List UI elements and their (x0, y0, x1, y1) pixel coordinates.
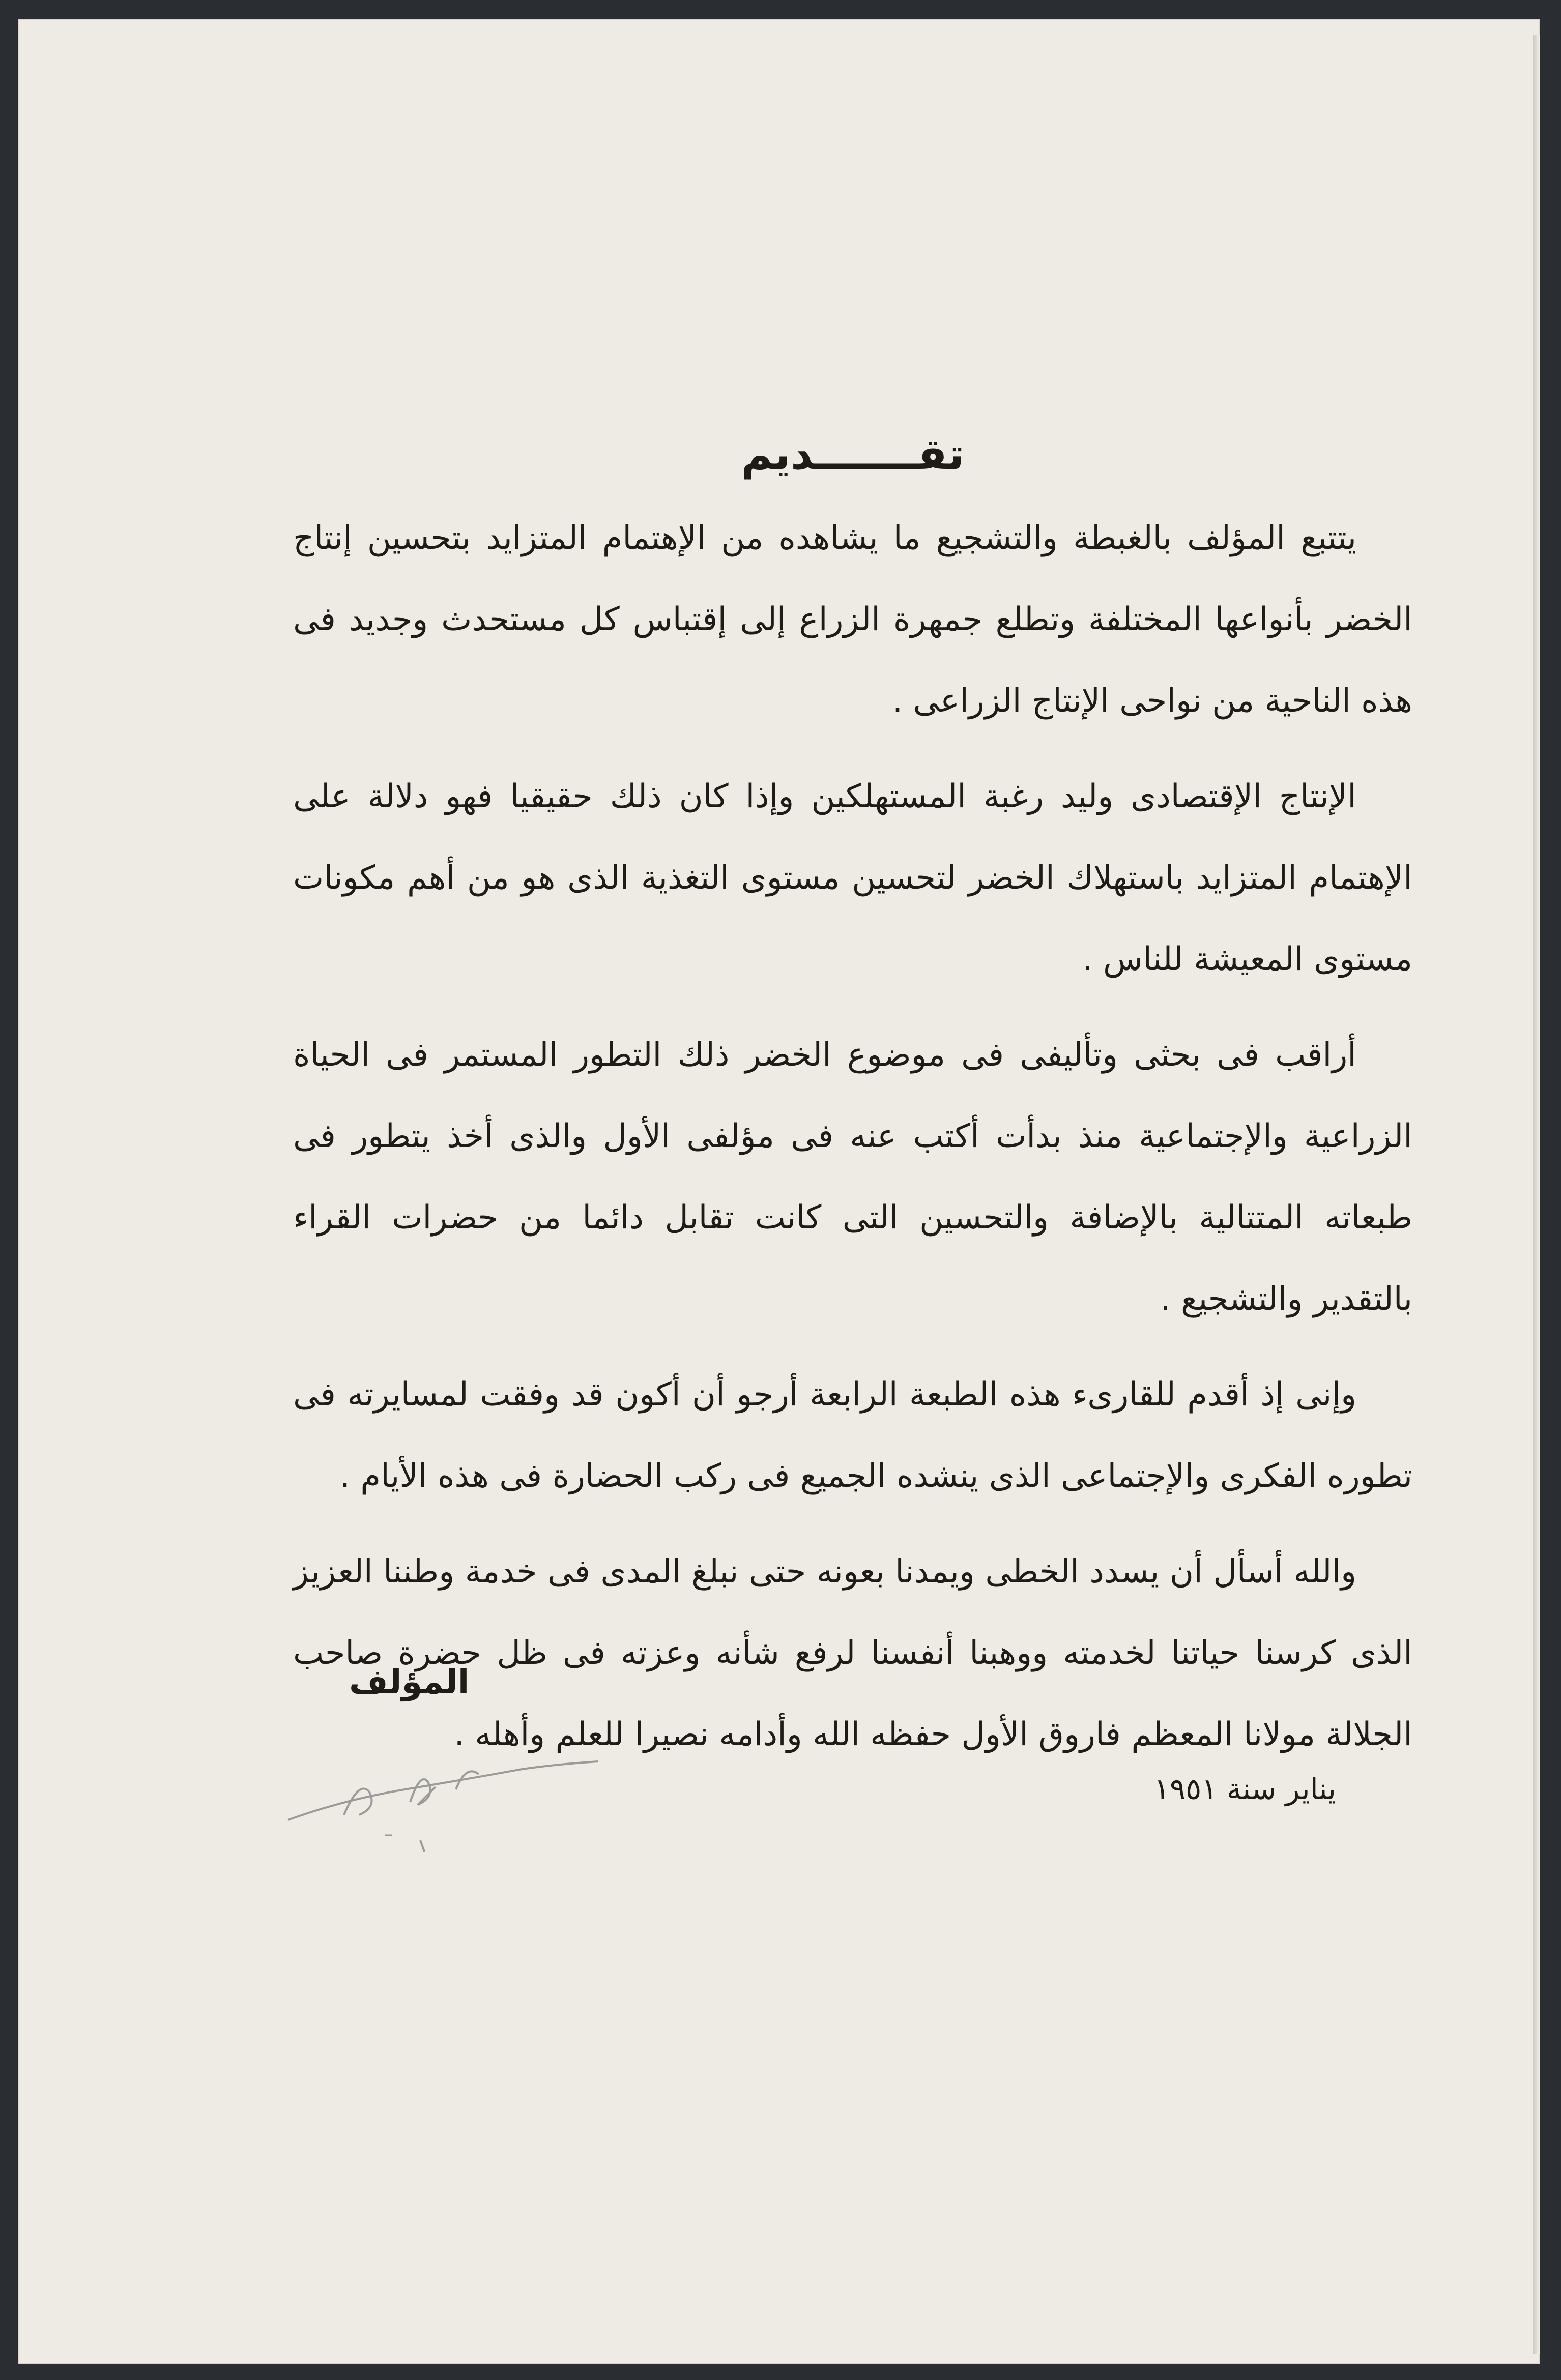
preface-paragraph: الإنتاج الإقتصادى وليد رغبة المستهلكين وإذا كان ذلك حقيقيا فهو دلالة على الإهتمام المتزايد باستهلاك الخضر لتحسين مستوى التغذية الذى هو من أهم مكونات مستوى المعيشة للناس . (293, 778, 1412, 978)
date-line: يناير سنة ١٩٥١ (1153, 1772, 1336, 1806)
book-page (18, 19, 1540, 2364)
preface-title: تقـــــــديم (741, 429, 965, 479)
preface-paragraph: والله أسأل أن يسدد الخطى ويمدنا بعونه حتى نبلغ المدى فى خدمة وطننا العزيز الذى كرسنا حياتنا لخدمته ووهبنا أنفسنا لرفع شأنه وعزته فى ظل حضرة صاحب الجلالة مولانا المعظم فاروق الأول حفظه الله وأدامه نصيرا للعلم وأهله . (293, 1553, 1412, 1753)
author-label: المؤلف (349, 1662, 470, 1701)
preface-paragraph: وإنى إذ أقدم للقارىء هذه الطبعة الرابعة أرجو أن أكون قد وفقت لمسايرته فى تطوره الفكرى والإجتماعى الذى ينشده الجميع فى ركب الحضارة فى هذه الأيام . (293, 1376, 1412, 1495)
handwritten-signature (283, 1744, 609, 1861)
preface-paragraph: يتتبع المؤلف بالغبطة والتشجيع ما يشاهده من الإهتمام المتزايد بتحسين إنتاج الخضر بأنواعها المختلفة وتطلع جمهرة الزراع إلى إقتباس كل مستحدث وجديد فى هذه الناحية من نواحى الإنتاج الزراعى . (293, 519, 1412, 720)
page-edge-shadow (1533, 35, 1540, 2354)
preface-body (293, 416, 1412, 1789)
preface-paragraph: أراقب فى بحثى وتأليفى فى موضوع الخضر ذلك التطور المستمر فى الحياة الزراعية والإجتماعية منذ بدأت أكتب عنه فى مؤلفى الأول والذى أخذ يتطور فى طبعاته المتتالية بالإضافة والتحسين التى كانت تقابل دائما من حضرات القراء بالتقدير والتشجيع . (293, 1036, 1412, 1318)
